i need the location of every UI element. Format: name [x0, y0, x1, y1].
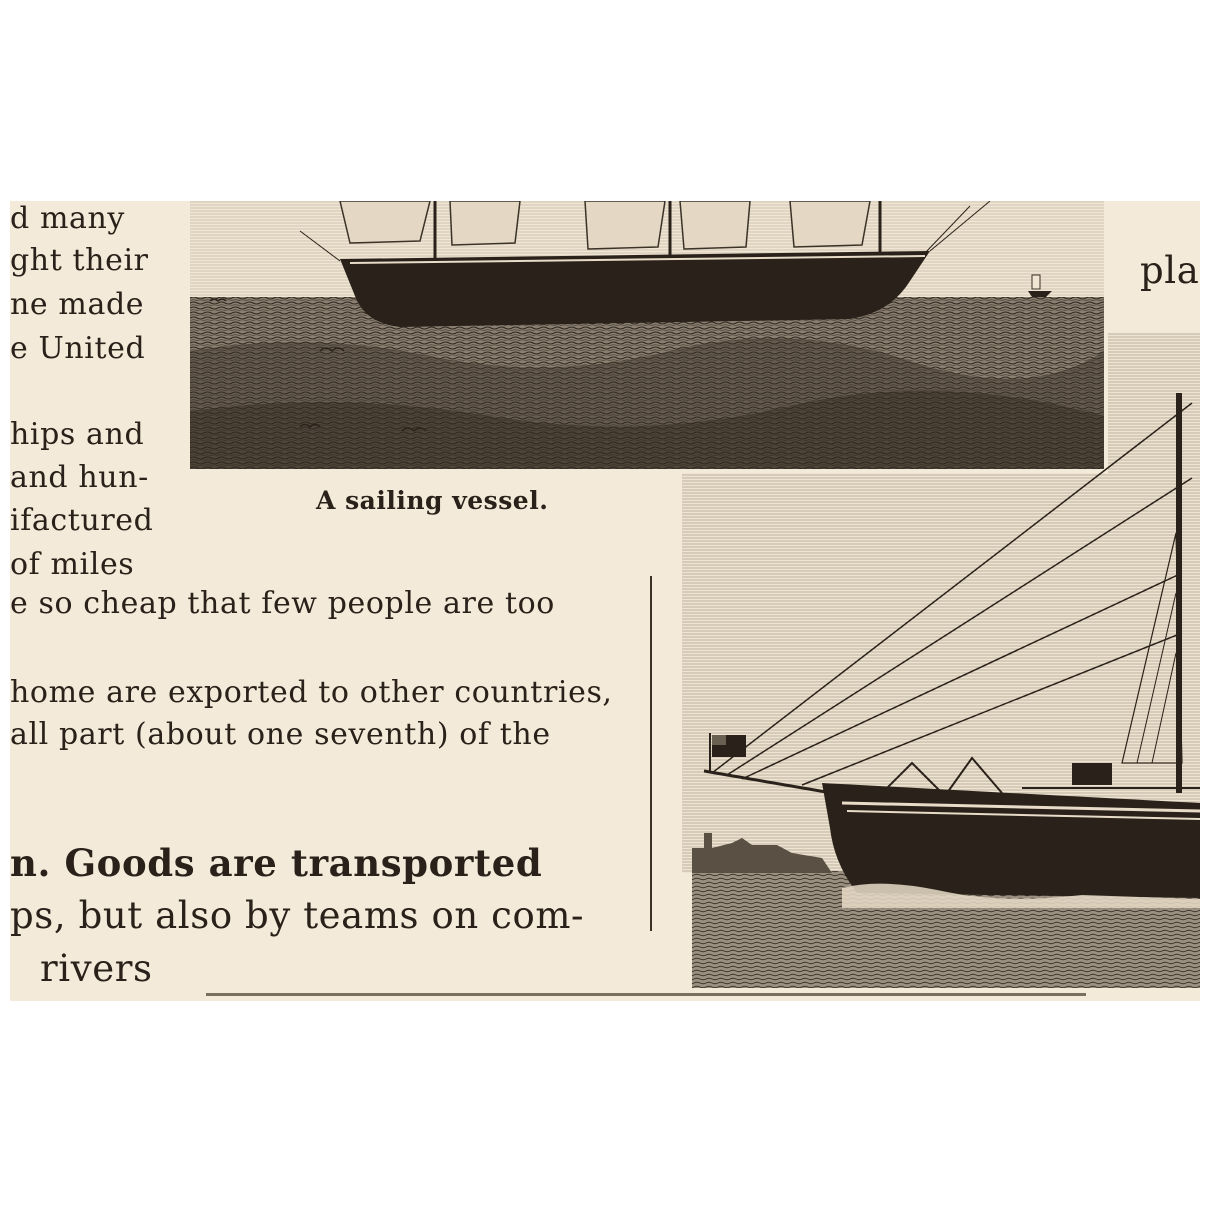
- text-line: ne made: [10, 287, 145, 322]
- text-line: of miles: [10, 547, 135, 582]
- text-line: ifactured: [10, 503, 154, 538]
- column-divider: [650, 576, 652, 931]
- text-line: and hun-: [10, 460, 149, 495]
- text-line: rivers: [40, 947, 153, 990]
- book-page-scan: [10, 201, 1200, 1001]
- text-line: n. Goods are transported: [10, 841, 543, 885]
- steamship-engraving-icon: [682, 333, 1200, 988]
- text-line: home are exported to other countries,: [10, 675, 613, 710]
- figure-caption: A sailing vessel.: [316, 486, 549, 515]
- text-line: d many: [10, 201, 125, 236]
- text-line: hips and: [10, 417, 145, 452]
- text-line: e so cheap that few people are too: [10, 586, 555, 621]
- text-line: ght their: [10, 243, 149, 278]
- text-line: pla: [1140, 249, 1200, 292]
- page-bottom-rule: [206, 993, 1086, 996]
- text-line: e United: [10, 331, 146, 366]
- steamship-illustration: [682, 333, 1200, 988]
- text-line: ps, but also by teams on com-: [10, 894, 585, 937]
- text-line: all part (about one seventh) of the: [10, 717, 551, 752]
